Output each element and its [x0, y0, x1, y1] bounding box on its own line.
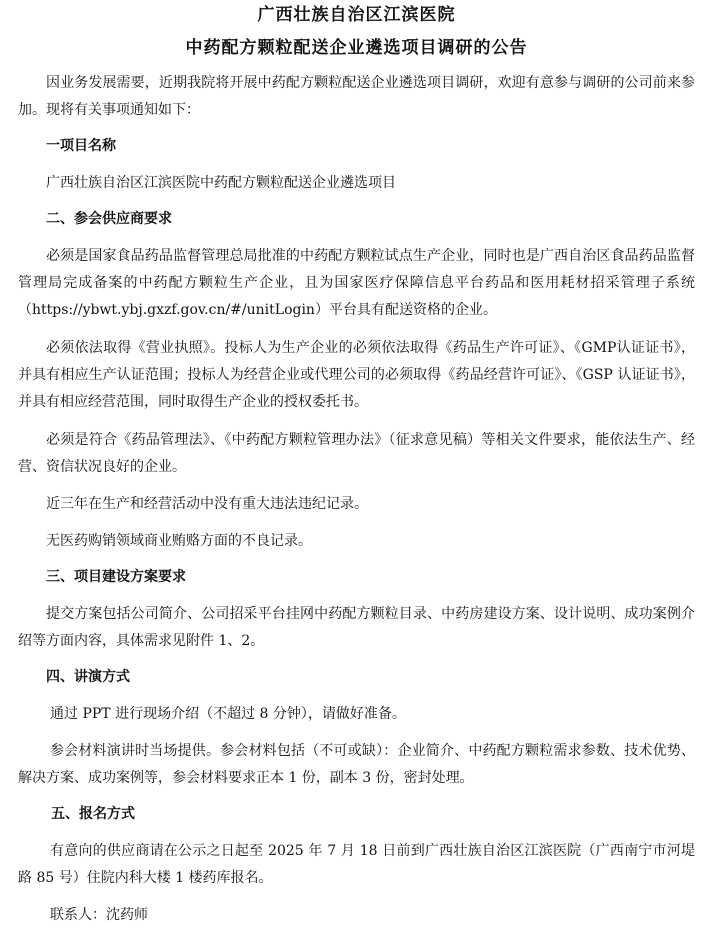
requirement-item-4: 近三年在生产和经营活动中没有重大违法违纪记录。 — [46, 496, 368, 512]
section2-heading: 二、参会供应商要求 — [46, 211, 172, 227]
section5-heading: 五、报名方式 — [51, 806, 135, 822]
section1-heading: 一项目名称 — [46, 138, 116, 154]
section5-content: 有意向的供应商请在公示之日起至 2025 年 7 月 18 日前到广西壮族自治区江滨医院（广西南宁市河堤路 85 号）住院内科大楼 1 楼药库报名。 — [18, 843, 695, 886]
section4-heading: 四、讲演方式 — [46, 669, 130, 685]
requirement-item-3: 必须是符合《药品管理法》、《中药配方颗粒管理办法》（征求意见稿）等相关文件要求，能依法生产、经营、资信状况良好的企业。 — [18, 432, 695, 475]
requirement-item-5: 无医药购销领域商业贿赂方面的不良记录。 — [46, 533, 312, 549]
section1-content: 广西壮族自治区江滨医院中药配方颗粒配送企业遴选项目 — [46, 175, 396, 191]
requirement-item-1: 必须是国家食品药品监督管理总局批准的中药配方颗粒试点生产企业，同时也是广西自治区食品药品监督管理局完成备案的中药配方颗粒生产企业，且为国家医疗保障信息平台药品和医用耗材招采管理子系统（https://ybwt.ybj.gxzf.gov.cn/#/unitLogin）平台具有配送资格的企业。 — [18, 248, 695, 318]
section3-content: 提交方案包括公司简介、公司招采平台挂网中药配方颗粒目录、中药房建设方案、设计说明、成功案例介绍等方面内容，具体需求见附件 1、2。 — [18, 606, 695, 649]
section3-heading: 三、项目建设方案要求 — [46, 569, 186, 585]
presentation-item-2: 参会材料演讲时当场提供。参会材料包括（不可或缺）：企业简介、中药配方颗粒需求参数、技术优势、解决方案、成功案例等，参会材料要求正本 1 份，副本 3 份，密封处理。 — [18, 743, 695, 786]
intro-paragraph: 因业务发展需要，近期我院将开展中药配方颗粒配送企业遴选项目调研，欢迎有意参与调研的公司前来参加。现将有关事项通知如下： — [18, 75, 695, 118]
hospital-title: 广西壮族自治区江滨医院 — [257, 5, 456, 25]
announcement-title: 中药配方颗粒配送企业遴选项目调研的公告 — [185, 38, 528, 58]
contact-line: 联系人：沈药师 — [50, 907, 148, 923]
presentation-item-1: 通过 PPT 进行现场介绍（不超过 8 分钟），请做好准备。 — [50, 706, 406, 722]
requirement-item-2: 必须依法取得《营业执照》。投标人为生产企业的必须依法取得《药品生产许可证》、《GMP认证证书》，并具有相应生产认证范围；投标人为经营企业或代理公司的必须取得《药品经营许可证》、《GSP 认证证书》，并具有相应经营范围，同时取得生产企业的授权委托书。 — [18, 340, 695, 410]
